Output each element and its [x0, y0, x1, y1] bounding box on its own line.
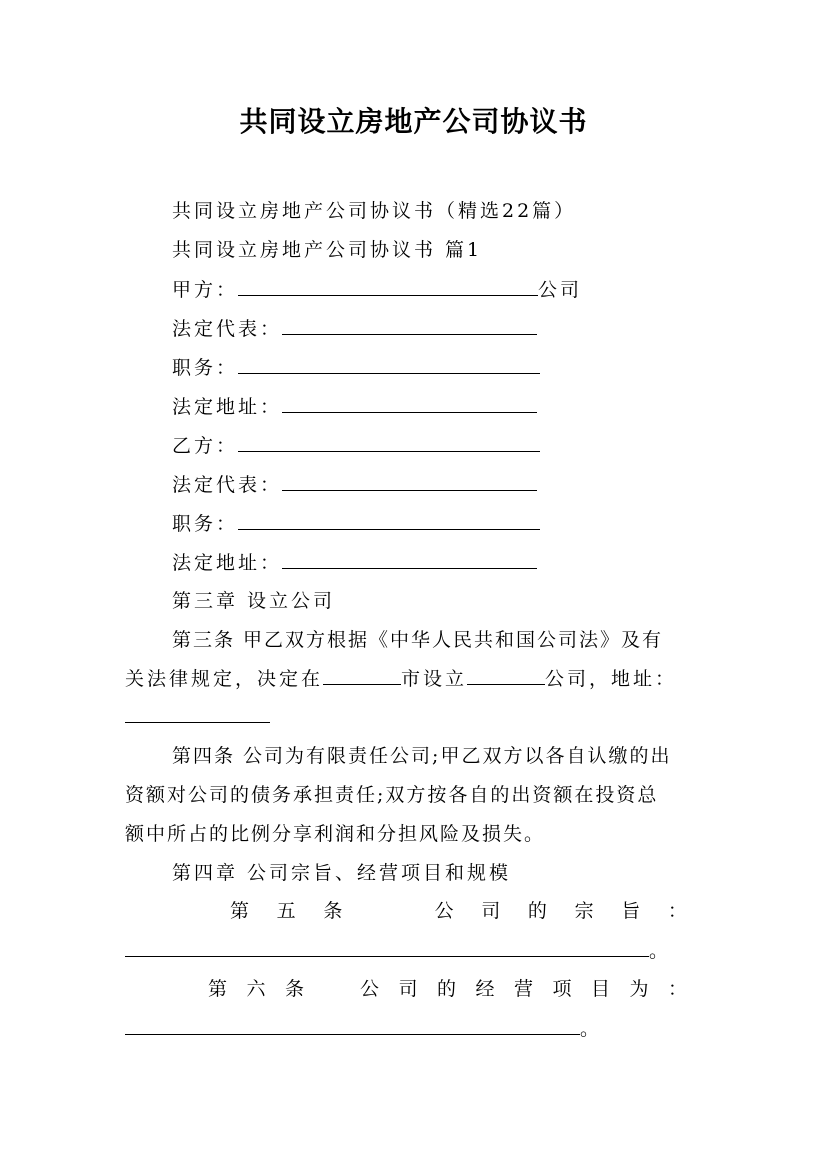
party-a-blank[interactable]: [238, 277, 538, 296]
address-a-label: 法定地址：: [172, 396, 283, 418]
legal-rep-a-blank[interactable]: [282, 316, 537, 335]
article-3-text-a: 关法律规定，决定在: [125, 668, 324, 690]
article-5-blank-line: [125, 938, 705, 963]
article-6-char: 司: [398, 978, 421, 1000]
document-title: 共同设立房地产公司协议书: [239, 105, 588, 138]
address-a-blank[interactable]: [282, 394, 537, 413]
legal-rep-b-blank[interactable]: [282, 472, 537, 491]
address-b-label: 法定地址：: [172, 552, 283, 574]
article-4-line-2: 资额对公司的债务承担责任;双方按各自的出资额在投资总: [125, 784, 659, 806]
article-4-line-1: 第四条 公司为有限责任公司;甲乙双方以各自认缴的出: [172, 745, 672, 767]
article-5-char: 旨: [621, 900, 644, 922]
article-6-char: 目: [590, 978, 613, 1000]
position-b-label: 职务：: [172, 513, 239, 535]
position-a-label: 职务：: [172, 357, 239, 379]
article-3-line-2: [125, 666, 705, 691]
legal-rep-a-label: 法定代表：: [172, 318, 283, 340]
position-b-line: [172, 511, 752, 536]
article-6-char: 营: [513, 978, 536, 1000]
party-b-line: [172, 433, 752, 458]
chapter-3-heading: 第三章 设立公司: [172, 590, 336, 612]
article-5-char: 条: [323, 900, 346, 922]
position-a-line: [172, 355, 752, 380]
doc-section-heading: 共同设立房地产公司协议书 篇1: [172, 239, 483, 261]
address-b-line: [172, 550, 752, 575]
article-6-char: 的: [436, 978, 459, 1000]
article-3-address-line: [125, 704, 705, 729]
article-6-char: 经: [475, 978, 498, 1000]
position-b-blank[interactable]: [238, 511, 540, 530]
party-b-blank[interactable]: [238, 433, 540, 452]
business-purpose-blank[interactable]: [125, 938, 649, 957]
article-5-char: 第: [230, 900, 253, 922]
city-blank[interactable]: [323, 666, 401, 685]
legal-rep-a-line: [172, 316, 752, 341]
article-5-char: 的: [527, 900, 550, 922]
article-4-line-3: 额中所占的比例分享利润和分担风险及损失。: [125, 823, 546, 845]
address-blank[interactable]: [125, 704, 270, 723]
legal-rep-b-label: 法定代表：: [172, 474, 283, 496]
party-a-suffix: 公司: [538, 279, 583, 301]
article-5-heading: [230, 899, 690, 923]
article-6-char: ：: [667, 978, 690, 1000]
article-6-heading: [208, 977, 690, 1001]
article-5-period: 。: [649, 940, 672, 962]
company-name-blank[interactable]: [467, 666, 545, 685]
article-3-text-b: 市设立: [401, 668, 468, 690]
party-a-line: [172, 277, 752, 302]
doc-subtitle: 共同设立房地产公司协议书（精选22篇）: [172, 200, 577, 222]
article-6-char: 为: [629, 978, 652, 1000]
article-5-char: 司: [481, 900, 504, 922]
article-3-text-c: 公司，地址：: [545, 668, 678, 690]
address-a-line: [172, 394, 752, 419]
chapter-4-heading: 第四章 公司宗旨、经营项目和规模: [172, 862, 512, 884]
legal-rep-b-line: [172, 472, 752, 497]
position-a-blank[interactable]: [238, 355, 540, 374]
party-a-label: 甲方：: [172, 279, 239, 301]
article-5-char: 宗: [574, 900, 597, 922]
article-5-char: ：: [667, 900, 690, 922]
article-3-line-1: 第三条 甲乙双方根据《中华人民共和国公司法》及有: [172, 629, 664, 651]
article-6-period: 。: [580, 1018, 603, 1040]
party-b-label: 乙方：: [172, 435, 239, 457]
article-6-char: 项: [552, 978, 575, 1000]
article-6-char: 第: [208, 978, 231, 1000]
business-scope-blank[interactable]: [125, 1016, 580, 1035]
article-6-char: 公: [359, 978, 382, 1000]
article-6-char: 六: [246, 978, 269, 1000]
article-5-char: 公: [434, 900, 457, 922]
address-b-blank[interactable]: [282, 550, 537, 569]
article-6-blank-line: [125, 1016, 705, 1041]
article-6-char: 条: [285, 978, 308, 1000]
article-5-char: 五: [276, 900, 299, 922]
